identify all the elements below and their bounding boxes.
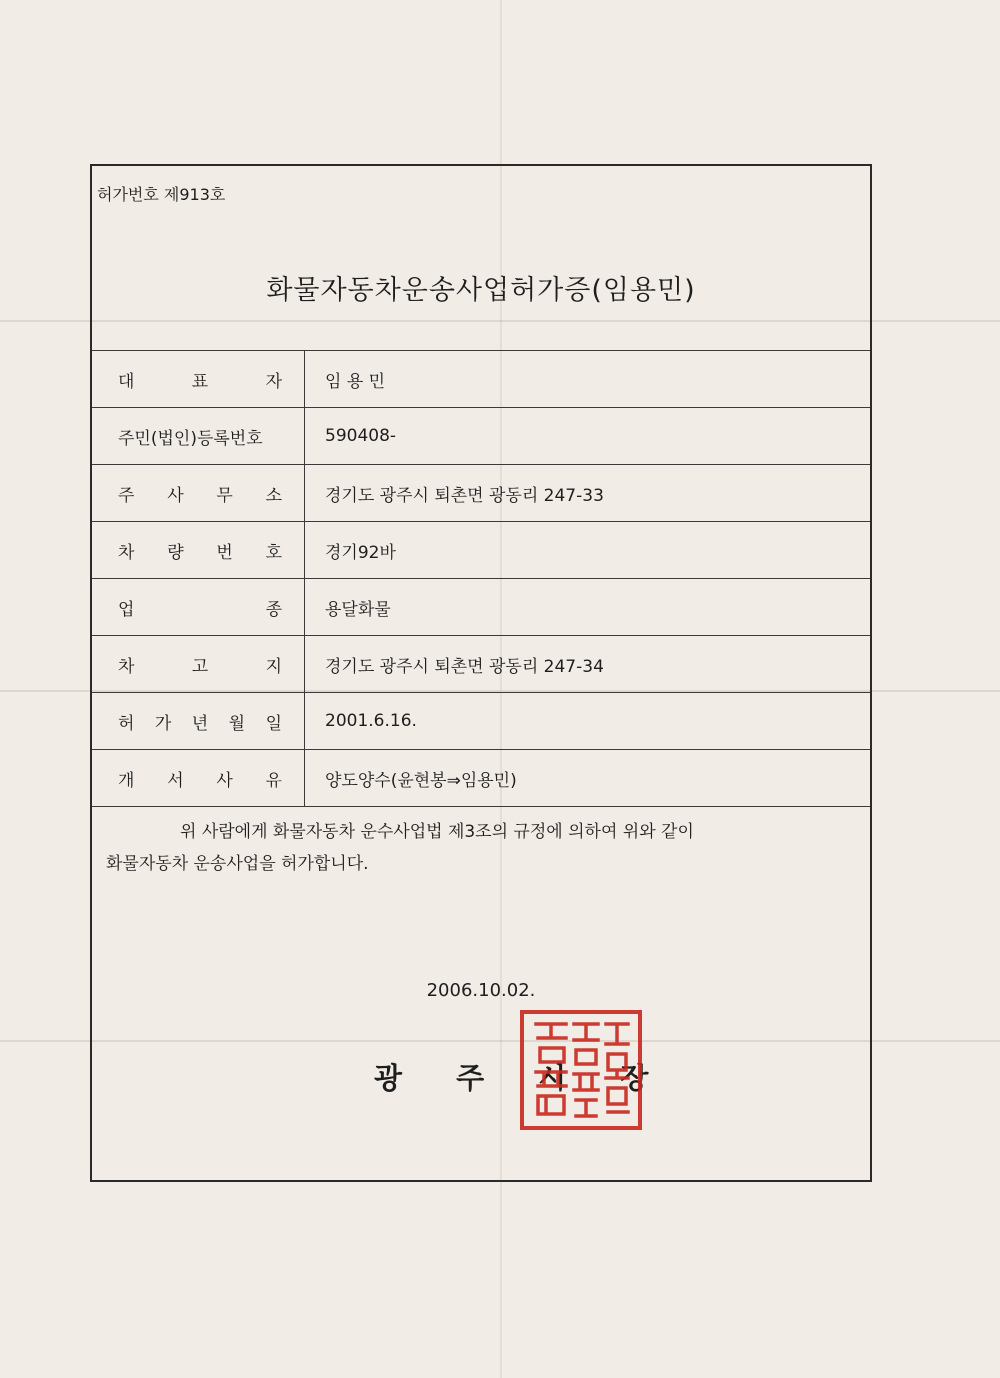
permit-statement	[106, 816, 856, 880]
field-label: 대 표 자	[118, 371, 282, 392]
field-value: 경기도 광주시 퇴촌면 광동리 247-33	[305, 465, 871, 522]
field-value: 경기도 광주시 퇴촌면 광동리 247-34	[305, 636, 871, 693]
field-value: 590408-	[305, 408, 871, 465]
table-row	[92, 408, 870, 465]
field-value: 용달화물	[305, 579, 871, 636]
table-row	[92, 579, 870, 636]
field-label: 허 가 년 월 일	[118, 713, 282, 734]
table-row	[92, 636, 870, 693]
seal-glyphs	[524, 1014, 638, 1126]
permit-number: 허가번호 제913호	[97, 185, 226, 204]
field-label: 차 량 번 호	[118, 542, 282, 563]
table-row	[92, 693, 870, 750]
field-value: 임 용 민	[305, 351, 871, 408]
statement-line: 위 사람에게 화물자동차 운수사업법 제3조의 규정에 의하여 위와 같이	[180, 822, 694, 842]
info-table	[92, 350, 870, 807]
field-label: 개 서 사 유	[118, 770, 282, 791]
field-label: 주 사 무 소	[118, 485, 282, 506]
field-label: 업 종	[118, 599, 282, 620]
table-row	[92, 522, 870, 579]
table-row	[92, 750, 870, 807]
table-row	[92, 351, 870, 408]
document-title: 화물자동차운송사업허가증(임용민)	[266, 275, 696, 306]
statement-line: 화물자동차 운송사업을 허가합니다.	[106, 854, 369, 874]
field-label: 차 고 지	[118, 656, 282, 677]
field-value: 2001.6.16.	[305, 693, 871, 750]
field-value: 경기92바	[305, 522, 871, 579]
official-seal-icon	[520, 1010, 642, 1130]
issuer-name: 광 주 시 장	[374, 1061, 671, 1095]
issue-date: 2006.10.02.	[426, 980, 536, 1001]
field-label: 주민(법인)등록번호	[118, 428, 263, 449]
field-value: 양도양수(윤현봉⇒임용민)	[305, 750, 871, 807]
table-row	[92, 465, 870, 522]
certificate-frame	[90, 164, 872, 1182]
